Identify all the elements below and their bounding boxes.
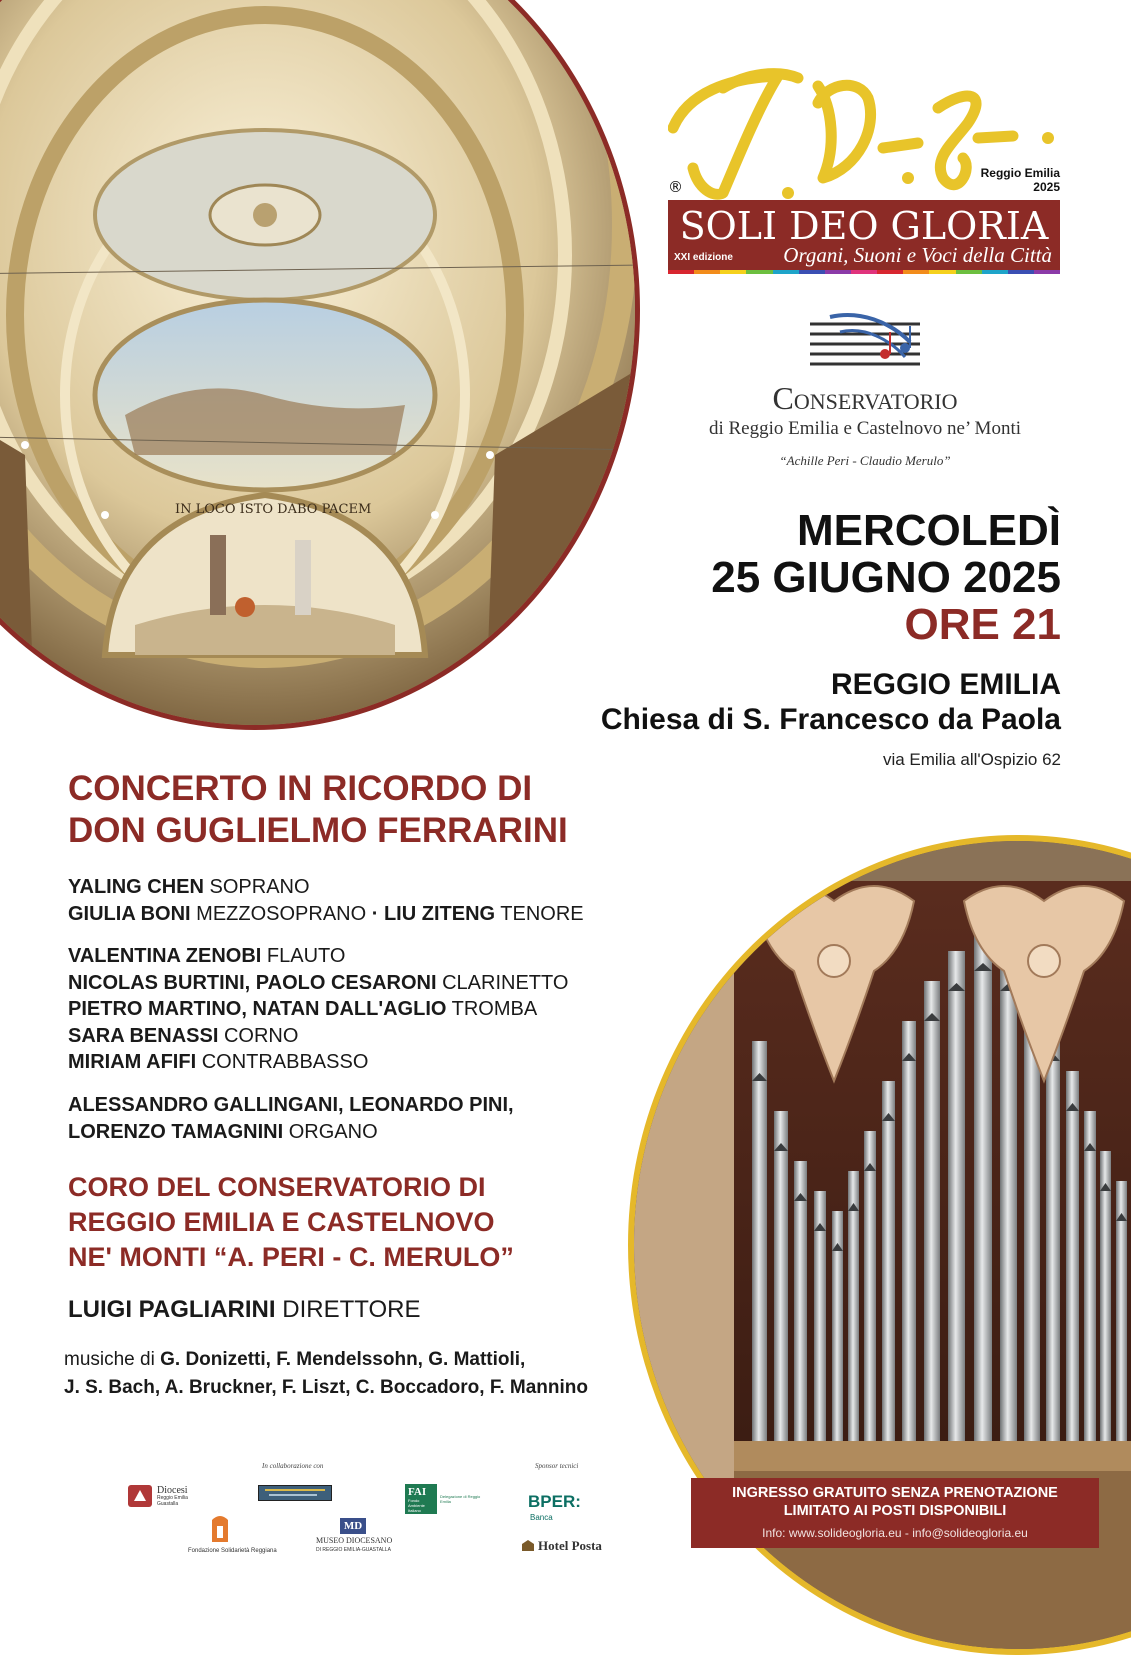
color-stripe-segment — [956, 270, 982, 274]
color-stripe-segment — [773, 270, 799, 274]
fai-text: FAI — [408, 1486, 427, 1498]
performer-name: MIRIAM AFIFI — [68, 1051, 197, 1073]
festival-tagline: Organi, Suoni e Voci della Città — [783, 243, 1052, 267]
color-stripe-segment — [982, 270, 1008, 274]
choir-line3: NE' MONTI “A. PERI - C. MERULO” — [68, 1242, 514, 1272]
conservatorio-place: di Reggio Emilia e Castelnovo ne’ Monti — [708, 418, 1022, 439]
entry-info: Info: www.solideogloria.eu - info@solideogloria.eu — [762, 1526, 1028, 1540]
organ-pipe — [948, 951, 965, 1441]
color-stripe-segment — [746, 270, 772, 274]
organ-pipe — [974, 931, 992, 1441]
performer-name: PIETRO MARTINO, NATAN DALL'AGLIO — [68, 998, 447, 1020]
performer-line — [68, 1092, 514, 1119]
performer-name: LORENZO TAMAGNINI — [68, 1120, 284, 1143]
conservatorio-music-staff-icon — [810, 312, 930, 378]
fondazione-icon — [208, 1514, 232, 1544]
color-stripe-segment — [1008, 270, 1034, 274]
festival-city: Reggio Emilia — [980, 166, 1060, 180]
festival-title: SOLI DEO GLORIA — [679, 204, 1049, 248]
registered-mark: ® — [668, 178, 683, 196]
diocesi-name: Diocesi — [157, 1484, 188, 1496]
collaboration-logo-banner — [258, 1485, 332, 1501]
performers-instruments — [68, 943, 568, 1076]
director-role: DIRETTORE — [282, 1296, 421, 1323]
performer-role: FLAUTO — [266, 945, 346, 967]
fondazione-name: Fondazione Solidarietà Reggiana — [188, 1548, 277, 1554]
museo-diocesano-icon: MD — [340, 1518, 366, 1534]
color-stripe-segment — [1034, 270, 1060, 274]
performer-name: LIU ZITENG — [383, 902, 496, 925]
performer-line — [68, 901, 584, 928]
soli-deo-gloria-logo — [668, 48, 1068, 283]
color-stripe-segment — [903, 270, 929, 274]
color-stripe-segment — [825, 270, 851, 274]
performer-role: CLARINETTO — [442, 971, 569, 994]
performers-organ — [68, 1092, 514, 1145]
music-composers-1: G. Donizetti, F. Mendelssohn, G. Mattioli, — [160, 1349, 526, 1370]
performer-line — [68, 970, 568, 997]
collaboration-label: In collaborazione con — [262, 1462, 324, 1470]
organ-pipe — [848, 1171, 859, 1441]
festival-edition: XXI edizione — [674, 252, 733, 263]
organ-pipe — [924, 981, 940, 1441]
color-stripe-segment — [799, 270, 825, 274]
organ-pipe — [1100, 1151, 1111, 1441]
event-time: ORE 21 — [904, 600, 1061, 649]
organ-pipe — [1000, 951, 1017, 1441]
music-composers-2: J. S. Bach, A. Bruckner, F. Liszt, C. Boccadoro, F. Mannino — [64, 1377, 589, 1398]
sponsor-label: Sponsor tecnici — [535, 1462, 579, 1470]
color-stripe-segment — [877, 270, 903, 274]
hotel-name: Hotel Posta — [538, 1538, 602, 1553]
performer-name: VALENTINA ZENOBI — [68, 945, 262, 967]
organ-pipe — [1046, 1021, 1060, 1441]
choir-director — [68, 1296, 420, 1324]
diocesi-sub: Reggio Emilia Guastalla — [157, 1494, 188, 1507]
performer-line — [68, 1119, 514, 1146]
choir-title — [68, 1170, 514, 1275]
performers-voices — [68, 874, 584, 927]
performer-name: SARA BENASSI — [68, 1024, 219, 1047]
performer-name: NICOLAS BURTINI, PAOLO CESARONI — [68, 971, 437, 994]
performer-line — [68, 1023, 568, 1050]
performer-name: ALESSANDRO GALLINGANI, LEONARDO PINI, — [68, 1094, 514, 1116]
performer-role: TROMBA — [451, 998, 538, 1020]
festival-title-box — [668, 200, 1060, 274]
ceiling-fresco-illustration — [0, 0, 640, 730]
venue-church: Chiesa di S. Francesco da Paola — [600, 703, 1061, 736]
separator-dot: · — [371, 902, 379, 925]
hotel-posta-logo — [521, 1538, 602, 1554]
performer-role: TENORE — [500, 902, 584, 925]
concert-title — [68, 768, 568, 852]
entry-limited: LIMITATO AI POSTI DISPONIBILI — [783, 1503, 1007, 1519]
organ-pipe — [774, 1111, 788, 1441]
music-line1 — [64, 1346, 588, 1374]
performer-line — [68, 1049, 568, 1076]
ceiling-fresco-photo — [0, 0, 640, 730]
diocesi-logo — [128, 1485, 191, 1507]
hotel-crest-icon — [521, 1540, 535, 1552]
event-weekday: MERCOLEDÌ — [797, 506, 1061, 555]
director-name: LUIGI PAGLIARINI — [68, 1296, 276, 1323]
concert-title-line2: DON GUGLIELMO FERRARINI — [68, 811, 568, 850]
color-stripe-segment — [929, 270, 955, 274]
color-stripe-segment — [694, 270, 720, 274]
performer-name: YALING CHEN — [68, 876, 204, 898]
festival-year: 2025 — [1033, 180, 1060, 194]
entry-free: INGRESSO GRATUITO SENZA PRENOTAZIONE — [732, 1485, 1058, 1501]
venue-address: via Emilia all'Ospizio 62 — [882, 750, 1061, 769]
museo-sub: DI REGGIO EMILIA-GUASTALLA — [316, 1547, 391, 1553]
performer-role: SOPRANO — [209, 876, 310, 898]
concert-title-line1: CONCERTO IN RICORDO DI — [68, 769, 533, 808]
festival-city-year — [981, 166, 1060, 194]
bper-sub: Banca — [530, 1513, 553, 1522]
color-stripe-segment — [720, 270, 746, 274]
fondazione-logo — [208, 1514, 232, 1548]
color-stripe — [668, 270, 1060, 274]
entry-banner — [691, 1478, 1099, 1548]
organ-pipe — [902, 1021, 916, 1441]
fai-sub: Fondo Ambiente Italiano — [408, 1498, 425, 1513]
choir-line2: REGGIO EMILIA E CASTELNOVO — [68, 1207, 495, 1237]
bper-logo: BPER: — [528, 1492, 581, 1511]
performer-line — [68, 996, 568, 1023]
performer-name: GIULIA BONI — [68, 902, 191, 925]
organ-pipe — [1084, 1111, 1096, 1441]
organ-pipe — [882, 1081, 895, 1441]
performer-role: ORGANO — [288, 1120, 378, 1143]
conservatorio-name: Conservatorio — [772, 380, 958, 416]
museo-name: MUSEO DIOCESANO — [316, 1536, 393, 1545]
venue-city: REGGIO EMILIA — [830, 668, 1061, 701]
music-line2 — [64, 1374, 588, 1402]
performer-line — [68, 943, 568, 970]
conservatorio-dedication: “Achille Peri - Claudio Merulo” — [779, 453, 951, 468]
svg-text:IN LOCO ISTO DABO PACEM: IN LOCO ISTO DABO PACEM — [175, 502, 372, 517]
diocesi-icon — [128, 1485, 152, 1507]
fai-logo — [405, 1484, 437, 1514]
organ-pipe — [794, 1161, 807, 1441]
organ-pipe — [864, 1131, 876, 1441]
performer-line — [68, 874, 584, 901]
choir-line1: CORO DEL CONSERVATORIO DI — [68, 1172, 486, 1202]
organ-pipe — [752, 1041, 767, 1441]
music-prefix: musiche di — [64, 1349, 155, 1370]
event-date: 25 GIUGNO 2025 — [711, 553, 1061, 602]
color-stripe-segment — [851, 270, 877, 274]
music-program — [64, 1346, 588, 1402]
performer-role: MEZZOSOPRANO — [196, 902, 367, 925]
fai-delegation: Delegazione di Reggio Emilia — [440, 1494, 481, 1504]
performer-role: CORNO — [223, 1024, 299, 1047]
performer-role: CONTRABBASSO — [201, 1051, 369, 1073]
organ-pipe — [1066, 1071, 1079, 1441]
color-stripe-segment — [668, 270, 694, 274]
